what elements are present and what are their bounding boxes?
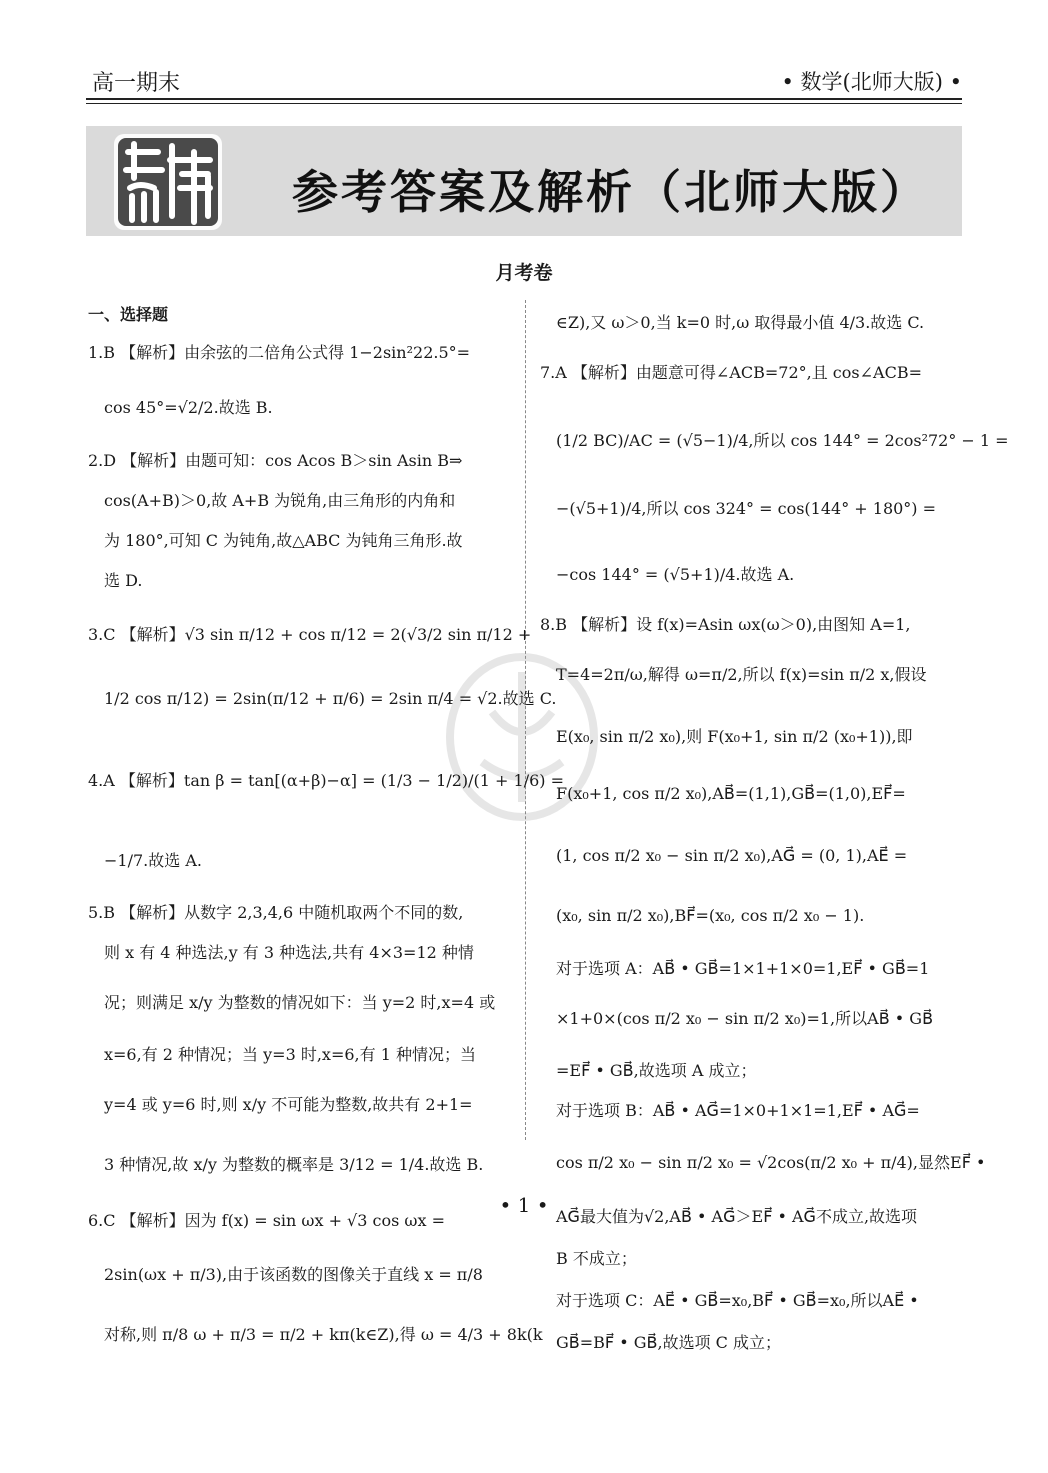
right-line: (x₀, sin π/2 x₀),BF⃗=(x₀, cos π/2 x₀ − 1).: [556, 906, 865, 925]
left-line: x=6,有 2 种情况；当 y=3 时,x=6,有 1 种情况；当: [104, 1045, 476, 1064]
left-line: 对称,则 π/8 ω + π/3 = π/2 + kπ(k∈Z),得 ω = 4/3 + 8k(k: [104, 1325, 543, 1344]
page-number: • 1 •: [499, 1193, 549, 1217]
right-line: ∈Z),又 ω＞0,当 k=0 时,ω 取得最小值 4/3.故选 C.: [556, 313, 925, 332]
right-line: 对于选项 B：AB⃗ • AG⃗=1×0+1×1=1,EF⃗ • AG⃗=: [556, 1101, 920, 1120]
right-line: 对于选项 C：AE⃗ • GB⃗=x₀,BF⃗ • GB⃗=x₀,所以AE⃗ •: [556, 1291, 919, 1310]
right-line: B 不成立；: [556, 1249, 637, 1268]
right-line: cos π/2 x₀ − sin π/2 x₀ = √2cos(π/2 x₀ + π/4),显然EF⃗ •: [556, 1153, 986, 1172]
header-right-label: • 数学(北师大版) •: [781, 70, 962, 94]
left-line: 2sin(ωx + π/3),由于该函数的图像关于直线 x = π/8: [104, 1265, 483, 1284]
header-left-label: 高一期末: [92, 71, 181, 96]
left-line: 况；则满足 x/y 为整数的情况如下：当 y=2 时,x=4 或: [104, 993, 496, 1012]
left-line: 选 D.: [104, 571, 143, 590]
left-line: 3.C 【解析】√3 sin π/12 + cos π/12 = 2(√3/2 sin π/12 +: [88, 625, 532, 644]
left-line: 1.B 【解析】由余弦的二倍角公式得 1−2sin²22.5°=: [88, 343, 471, 362]
right-line: −cos 144° = (√5+1)/4.故选 A.: [556, 565, 795, 584]
left-line: y=4 或 y=6 时,则 x/y 不可能为整数,故共有 2+1=: [104, 1095, 473, 1114]
right-line: E(x₀, sin π/2 x₀),则 F(x₀+1, sin π/2 (x₀+1)),即: [556, 727, 913, 746]
right-line: ×1+0×(cos π/2 x₀ − sin π/2 x₀)=1,所以AB⃗ • GB⃗: [556, 1009, 934, 1028]
right-line: 对于选项 A：AB⃗ • GB⃗=1×1+1×0=1,EF⃗ • GB⃗=1: [556, 959, 930, 978]
right-line: −(√5+1)/4,所以 cos 324° = cos(144° + 180°) =: [556, 499, 937, 518]
right-line: (1, cos π/2 x₀ − sin π/2 x₀),AG⃗ = (0, 1),AE⃗ =: [556, 846, 908, 865]
right-line: T=4=2π/ω,解得 ω=π/2,所以 f(x)=sin π/2 x,假设: [556, 665, 927, 684]
right-line: =EF⃗ • GB⃗,故选项 A 成立；: [556, 1061, 757, 1080]
left-line: 1/2 cos π/12) = 2sin(π/12 + π/6) = 2sin π/4 = √2.故选 C.: [104, 689, 557, 708]
right-line: 7.A 【解析】由题意可得∠ACB=72°,且 cos∠ACB=: [540, 363, 922, 382]
right-line: GB⃗=BF⃗ • GB⃗,故选项 C 成立；: [556, 1333, 781, 1352]
left-line: 6.C 【解析】因为 f(x) = sin ωx + √3 cos ωx =: [88, 1211, 445, 1230]
left-line: 4.A 【解析】tan β = tan[(α+β)−α] = (1/3 − 1/2)/(1 + 1/6) =: [88, 771, 565, 790]
column-divider: [525, 300, 526, 1140]
left-line: 2.D 【解析】由题可知：cos Acos B＞sin Asin B⇒: [88, 451, 463, 470]
right-line: (1/2 BC)/AC = (√5−1)/4,所以 cos 144° = 2cos²72° − 1 =: [556, 431, 1009, 450]
left-line: 为 180°,可知 C 为钝角,故△ABC 为钝角三角形.故: [104, 531, 463, 550]
seal-logo-icon: [110, 130, 226, 234]
left-line: −1/7.故选 A.: [104, 851, 202, 870]
choice-section-heading: 一、选择题: [88, 305, 169, 324]
section-title: 月考卷: [495, 262, 553, 284]
left-line: 则 x 有 4 种选法,y 有 3 种选法,共有 4×3=12 种情: [104, 943, 474, 962]
left-line: 3 种情况,故 x/y 为整数的概率是 3/12 = 1/4.故选 B.: [104, 1155, 484, 1174]
banner-title: 参考答案及解析（北师大版）: [292, 165, 929, 219]
right-line: 8.B 【解析】设 f(x)=Asin ωx(ω＞0),由图知 A=1,: [540, 615, 911, 634]
header-rule-thick: [86, 98, 962, 100]
right-line: AG⃗最大值为√2,AB⃗ • AG⃗＞EF⃗ • AG⃗不成立,故选项: [556, 1207, 918, 1226]
right-line: F(x₀+1, cos π/2 x₀),AB⃗=(1,1),GB⃗=(1,0),EF⃗=: [556, 784, 906, 803]
left-line: cos(A+B)＞0,故 A+B 为锐角,由三角形的内角和: [104, 491, 456, 510]
left-line: 5.B 【解析】从数字 2,3,4,6 中随机取两个不同的数,: [88, 903, 464, 922]
header-rule-thin: [86, 103, 962, 104]
left-line: cos 45°=√2/2.故选 B.: [104, 398, 273, 417]
